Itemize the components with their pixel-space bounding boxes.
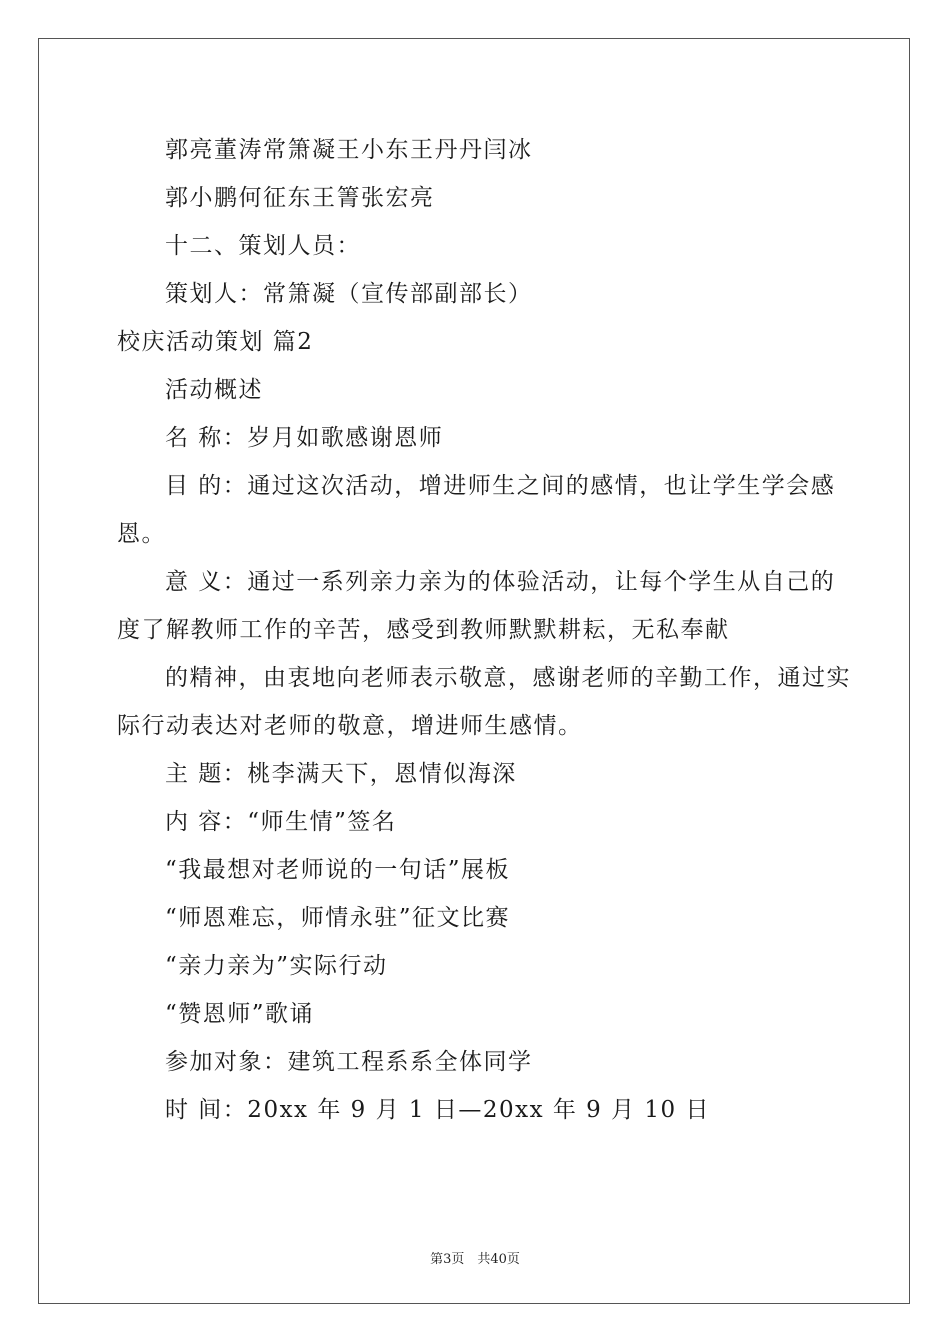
text-line: 名 称：岁月如歌感谢恩师 xyxy=(165,425,444,451)
text-line: 恩。 xyxy=(117,521,166,547)
article-title: 校庆活动策划 篇2 xyxy=(117,329,314,355)
text-line: 内 容：“师生情”签名 xyxy=(165,809,397,835)
text-line: 目 的：通过这次活动，增进师生之间的感情，也让学生学会感 xyxy=(165,473,836,499)
text-line: 主 题：桃李满天下，恩情似海深 xyxy=(165,761,517,787)
text-line: 度了解教师工作的辛苦，感受到教师默默耕耘，无私奉献 xyxy=(117,617,730,643)
text-line: 策划人：常箫凝（宣传部副部长） xyxy=(165,281,533,307)
text-line: “我最想对老师说的一句话”展板 xyxy=(165,857,511,883)
page-number-footer: 第3页 共40页 xyxy=(430,1252,520,1267)
document-body xyxy=(117,126,851,1134)
text-line: “赞恩师”歌诵 xyxy=(165,1001,315,1027)
text-line: 时 间：20xx 年 9 月 1 日—20xx 年 9 月 10 日 xyxy=(165,1097,711,1123)
text-line: “亲力亲为”实际行动 xyxy=(165,953,388,979)
text-line: “师恩难忘，师情永驻”征文比赛 xyxy=(165,905,511,931)
text-line: 郭亮董涛常箫凝王小东王丹丹闫冰 xyxy=(165,137,533,163)
text-line: 的精神，由衷地向老师表示敬意，感谢老师的辛勤工作，通过实 xyxy=(165,665,851,691)
text-line: 郭小鹏何征东王箐张宏亮 xyxy=(165,185,435,211)
section-heading: 活动概述 xyxy=(165,377,263,403)
text-line: 参加对象：建筑工程系系全体同学 xyxy=(165,1049,533,1075)
text-line: 际行动表达对老师的敬意，增进师生感情。 xyxy=(117,713,583,739)
section-heading: 十二、策划人员： xyxy=(165,233,361,259)
text-line: 意 义：通过一系列亲力亲为的体验活动，让每个学生从自己的 xyxy=(165,569,836,595)
